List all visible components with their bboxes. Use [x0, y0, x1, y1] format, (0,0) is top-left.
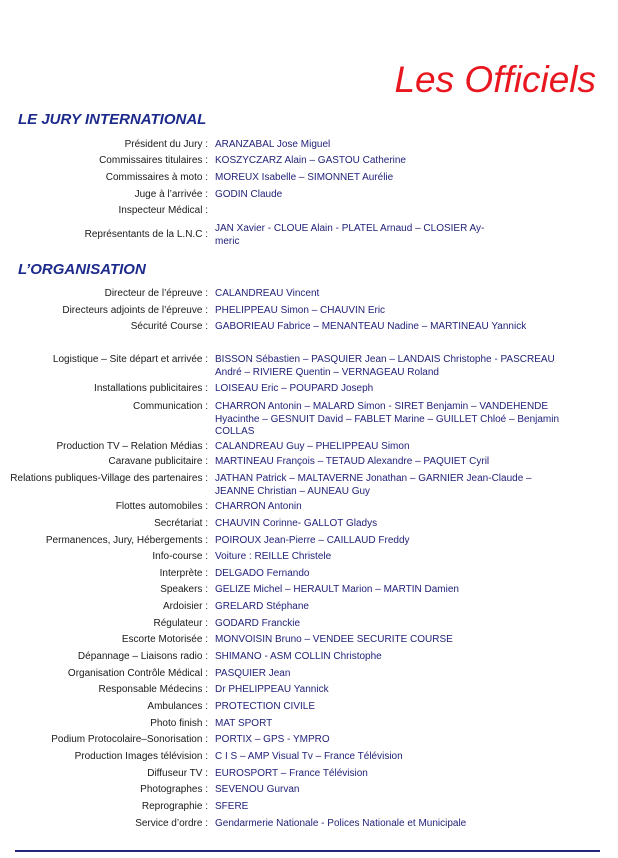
role-value: PROTECTION CIVILE [215, 701, 316, 712]
footer-divider [15, 850, 600, 852]
role-label: Directeurs adjoints de l’épreuve : [62, 305, 208, 316]
role-label: Info-course : [152, 551, 208, 562]
role-label: Juge à l’arrivée : [134, 189, 208, 200]
role-label: Speakers : [160, 584, 208, 595]
role-label: Directeur de l’épreuve : [104, 288, 208, 299]
role-label: Sécurité Course : [130, 321, 208, 332]
role-label: Podium Protocolaire–Sonorisation : [51, 734, 208, 745]
role-label: Interprète : [159, 568, 208, 579]
role-value: Dr PHELIPPEAU Yannick [215, 684, 329, 695]
role-label: Organisation Contrôle Médical : [67, 668, 208, 679]
role-value: GRELARD Stéphane [215, 601, 309, 612]
role-value: SFERE [215, 801, 249, 812]
role-label: Installations publicitaires : [94, 383, 208, 394]
role-value: GELIZE Michel – HERAULT Marion – MARTIN Damien [215, 584, 459, 595]
role-value: MOREUX Isabelle – SIMONNET Aurélie [215, 172, 394, 183]
role-value: ARANZABAL Jose Miguel [215, 139, 331, 150]
role-label: Ardoisier : [162, 601, 208, 612]
role-label: Permanences, Jury, Hébergements : [45, 535, 208, 546]
section-heading: L’ORGANISATION [18, 261, 146, 278]
role-label: Ambulances : [147, 701, 208, 712]
role-value: SHIMANO - ASM COLLIN Christophe [215, 651, 382, 662]
role-label: Reprographie : [141, 801, 208, 812]
role-label: Secrétariat : [154, 518, 208, 529]
role-value: KOSZYCZARZ Alain – GASTOU Catherine [215, 155, 406, 166]
role-label: Production Images télévision : [74, 751, 208, 762]
role-label: Flottes automobiles : [115, 501, 208, 512]
role-label: Diffuseur TV : [147, 768, 208, 779]
role-value: SEVENOU Gurvan [215, 784, 300, 795]
role-label: Logistique – Site départ et arrivée : [52, 354, 208, 365]
role-value: DELGADO Fernando [215, 568, 310, 579]
role-value: CALANDREAU Vincent [215, 288, 320, 299]
role-label: Caravane publicitaire : [108, 456, 208, 467]
role-label: Relations publiques-Village des partenaires : [10, 473, 208, 484]
role-value: LOISEAU Eric – POUPARD Joseph [215, 383, 374, 394]
role-value: CALANDREAU Guy – PHELIPPEAU Simon [215, 441, 410, 452]
role-label: Communication : [132, 401, 208, 412]
role-value: JATHAN Patrick – MALTAVERNE Jonathan – GARNIER Jean-Claude – JEANNE Christian – AUNEAU Guy [215, 473, 532, 497]
role-value: CHARRON Antonin [215, 501, 302, 512]
role-value: Gendarmerie Nationale - Polices Nationale et Municipale [215, 818, 467, 829]
role-value: C I S – AMP Visual Tv – France Télévision [215, 751, 403, 762]
role-label: Photo finish : [150, 718, 208, 729]
role-value: PHELIPPEAU Simon – CHAUVIN Eric [215, 305, 386, 316]
page-title: Les Officiels [394, 59, 596, 100]
role-label: Commissaires à moto : [105, 172, 208, 183]
role-value: CHARRON Antonin – MALARD Simon - SIRET Benjamin – VANDEHENDE Hyacinthe – GESNUIT David – FABLET Marine – GUILLET Chloé – Benjamin COLLAS [215, 401, 560, 438]
role-value: CHAUVIN Corinne- GALLOT Gladys [215, 518, 378, 529]
role-label: Commissaires titulaires : [99, 155, 208, 166]
role-value: PORTIX – GPS - YMPRO [215, 734, 330, 745]
role-value: JAN Xavier - CLOUE Alain - PLATEL Arnaud – CLOSIER Ay- meric [215, 223, 485, 247]
role-value: POIROUX Jean-Pierre – CAILLAUD Freddy [215, 535, 410, 546]
role-label: Représentants de la L.N.C : [84, 229, 208, 240]
role-label: Inspecteur Médical : [118, 205, 208, 216]
section-heading: LE JURY INTERNATIONAL [18, 111, 207, 128]
role-value: BISSON Sébastien – PASQUIER Jean – LANDAIS Christophe - PASCREAU André – RIVIERE Quentin – VERNAGEAU Roland [215, 354, 555, 378]
role-value: MAT SPORT [215, 718, 273, 729]
role-value: GODARD Franckie [215, 618, 301, 629]
role-label: Président du Jury : [124, 139, 208, 150]
role-value: GABORIEAU Fabrice – MENANTEAU Nadine – MARTINEAU Yannick [215, 321, 527, 332]
role-label: Service d’ordre : [135, 818, 208, 829]
role-label: Dépannage – Liaisons radio : [77, 651, 208, 662]
role-label: Production TV – Relation Médias : [56, 441, 208, 452]
role-value: GODIN Claude [215, 189, 283, 200]
role-label: Responsable Médecins : [98, 684, 208, 695]
role-value: MARTINEAU François – TETAUD Alexandre – PAQUIET Cyril [215, 456, 490, 467]
role-value: Voiture : REILLE Christele [215, 551, 332, 562]
role-value: MONVOISIN Bruno – VENDEE SECURITE COURSE [215, 634, 453, 645]
role-label: Escorte Motorisée : [121, 634, 208, 645]
role-label: Photographes : [140, 784, 208, 795]
role-value: PASQUIER Jean [215, 668, 291, 679]
role-label: Régulateur : [153, 618, 208, 629]
role-value: EUROSPORT – France Télévision [215, 768, 368, 779]
